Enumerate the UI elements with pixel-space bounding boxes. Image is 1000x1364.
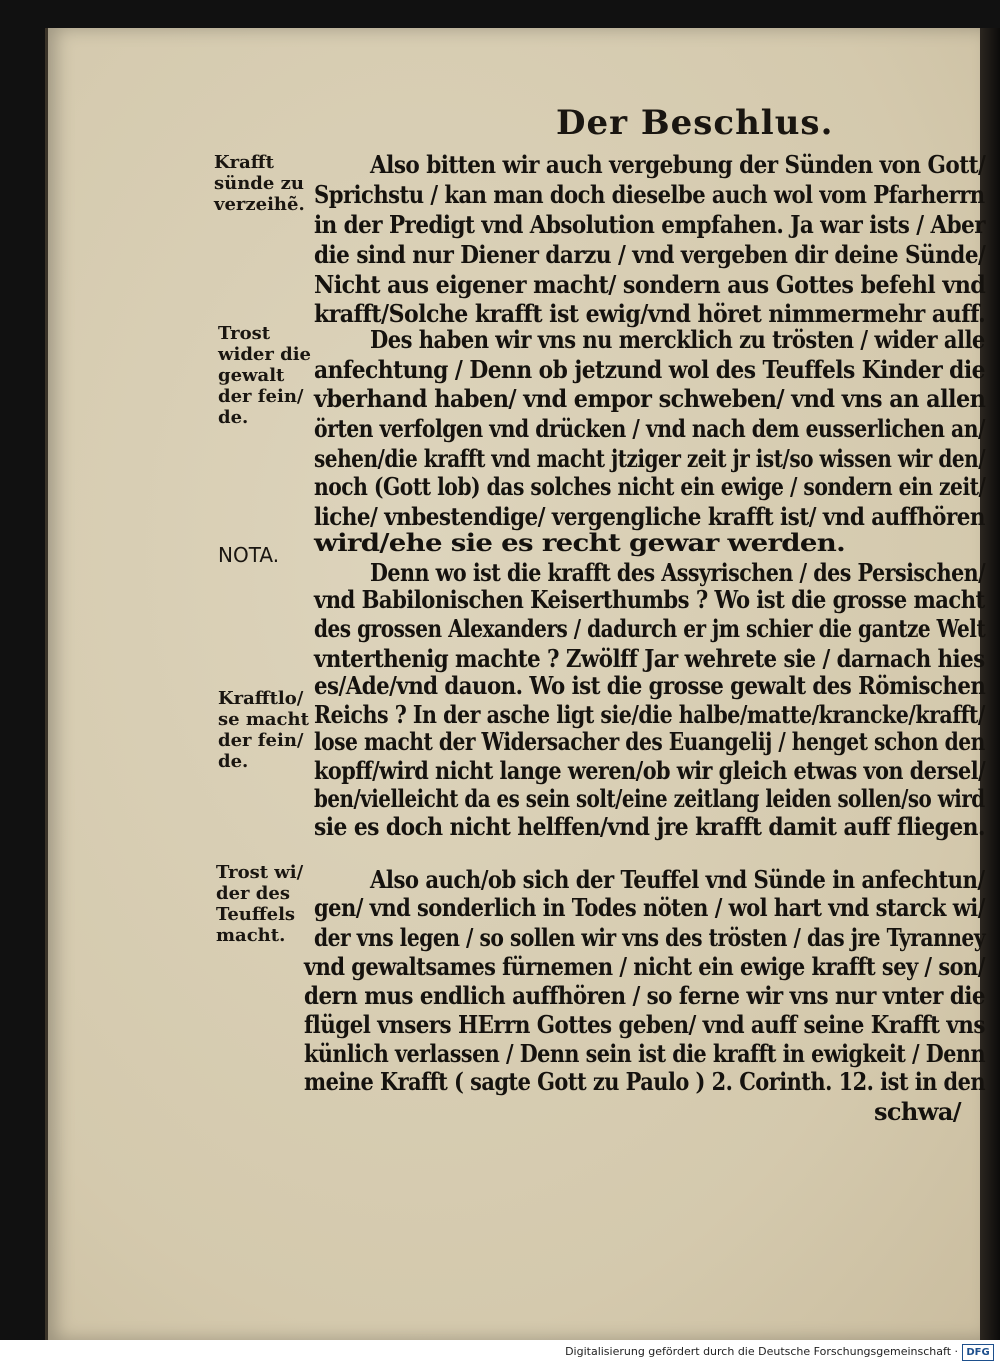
- body-line: dern mus endlich auffhören / so ferne wir vns nur vnter die: [304, 981, 985, 1010]
- margin-note-line: Trost wi/: [216, 862, 304, 883]
- margin-note-line: NOTA.: [218, 543, 280, 567]
- body-line: Nicht aus eigener macht/ sondern aus Gottes befehl vnd: [314, 270, 986, 299]
- body-line: krafft/Solche krafft ist ewig/vnd höret nimmermehr auff.: [314, 299, 986, 328]
- body-line: flügel vnsers HErrn Gottes geben/ vnd auff seine Krafft vns: [304, 1010, 985, 1039]
- margin-note-line: gewalt: [218, 365, 285, 386]
- margin-note-line: sünde zu: [214, 173, 304, 194]
- margin-note-line: Teuffels: [216, 904, 296, 925]
- body-line: Denn wo ist die krafft des Assyrischen / des Persischen/: [370, 558, 986, 587]
- body-line: kopff/wird nicht lange weren/ob wir gleich etwas von dersel/: [314, 756, 986, 785]
- body-line: vnd gewaltsames fürnemen / nicht ein ewige krafft sey / son/: [304, 952, 985, 981]
- margin-note-line: der fein/: [218, 730, 304, 751]
- body-line: Sprichstu / kan man doch dieselbe auch wol vom Pfarherrn: [314, 180, 985, 209]
- body-line: es/Ade/vnd dauon. Wo ist die grosse gewalt des Römischen: [314, 671, 986, 700]
- body-line: vberhand haben/ vnd empor schweben/ vnd vns an allen: [314, 384, 986, 413]
- margin-note-line: macht.: [216, 925, 286, 946]
- body-line: anfechtung / Denn ob jetzund wol des Teuffels Kinder die: [314, 355, 985, 384]
- body-line: des grossen Alexanders / dadurch er jm schier die gantze Welt: [314, 614, 986, 643]
- footer-credit: Digitalisierung gefördert durch die Deutsche Forschungsgemeinschaft ·: [565, 1345, 958, 1358]
- body-line: sehen/die krafft vnd macht jtziger zeit jr ist/so wissen wir den/: [314, 444, 986, 473]
- margin-note-krafft: [214, 152, 305, 215]
- margin-note-line: Krafftlo/: [218, 688, 304, 709]
- body-line: meine Krafft ( sagte Gott zu Paulo ) 2. Corinth. 12. ist in den: [304, 1067, 986, 1096]
- body-line: der vns legen / so sollen wir vns des trösten / das jre Tyranney: [314, 923, 986, 952]
- body-line: gen/ vnd sonderlich in Todes nöten / wol hart vnd starck wi/: [314, 893, 985, 922]
- body-line: vnterthenig machte ? Zwölff Jar wehrete sie / darnach hies: [314, 644, 985, 673]
- body-line: die sind nur Diener darzu / vnd vergeben dir deine Sünde/: [314, 240, 986, 269]
- margin-note-line: der des: [216, 883, 290, 904]
- body-line: Des haben wir vns nu mercklich zu trösten / wider alle: [370, 325, 985, 354]
- margin-note-trost-teuffel: [216, 862, 303, 946]
- body-line: ben/vielleicht da es sein solt/eine zeitlang leiden sollen/so wird: [314, 784, 985, 813]
- body-line: wird/ehe sie es recht gewar werden.: [314, 528, 846, 557]
- body-line: noch (Gott lob) das solches nicht ein ewige / sondern ein zeit/: [314, 472, 986, 501]
- margin-note-line: verzeihẽ.: [214, 194, 305, 215]
- margin-note-nota: [218, 545, 279, 566]
- body-line: Also bitten wir auch vergebung der Sünden von Gott/: [370, 150, 986, 179]
- body-line: Also auch/ob sich der Teuffel vnd Sünde in anfechtun/: [370, 865, 985, 894]
- body-line: sie es doch nicht helffen/vnd jre krafft damit auff fliegen.: [314, 812, 986, 841]
- margin-note-line: wider die: [218, 344, 311, 365]
- body-line: lose macht der Widersacher des Euangelij / henget schon den: [314, 727, 985, 756]
- margin-note-trost-gewalt: [218, 323, 311, 428]
- body-line: Reichs ? In der asche ligt sie/die halbe/matte/krancke/krafft/: [314, 700, 985, 729]
- body-line: in der Predigt vnd Absolution empfahen. Ja war ists / Aber: [314, 210, 985, 239]
- margin-note-line: Krafft: [214, 152, 274, 173]
- margin-note-line: se macht: [218, 709, 309, 730]
- dfg-logo-icon: DFG: [962, 1344, 994, 1361]
- margin-note-line: Trost: [218, 323, 271, 344]
- margin-note-line: de.: [218, 751, 249, 772]
- margin-note-line: de.: [218, 407, 249, 428]
- digitization-footer: [0, 1340, 1000, 1364]
- body-line: örten verfolgen vnd drücken / vnd nach dem eusserlichen an/: [314, 414, 985, 443]
- body-line catchword: schwa/: [874, 1097, 961, 1126]
- body-line: vnd Babilonischen Keiserthumbs ? Wo ist die grosse macht: [314, 585, 985, 614]
- body-line: liche/ vnbestendige/ vergengliche krafft ist/ vnd auffhören: [314, 502, 985, 531]
- margin-note-krafftlose: [218, 688, 309, 772]
- body-line: künlich verlassen / Denn sein ist die krafft in ewigkeit / Denn: [304, 1039, 985, 1068]
- running-head: Der Beschlus.: [556, 103, 834, 143]
- margin-note-line: der fein/: [218, 386, 304, 407]
